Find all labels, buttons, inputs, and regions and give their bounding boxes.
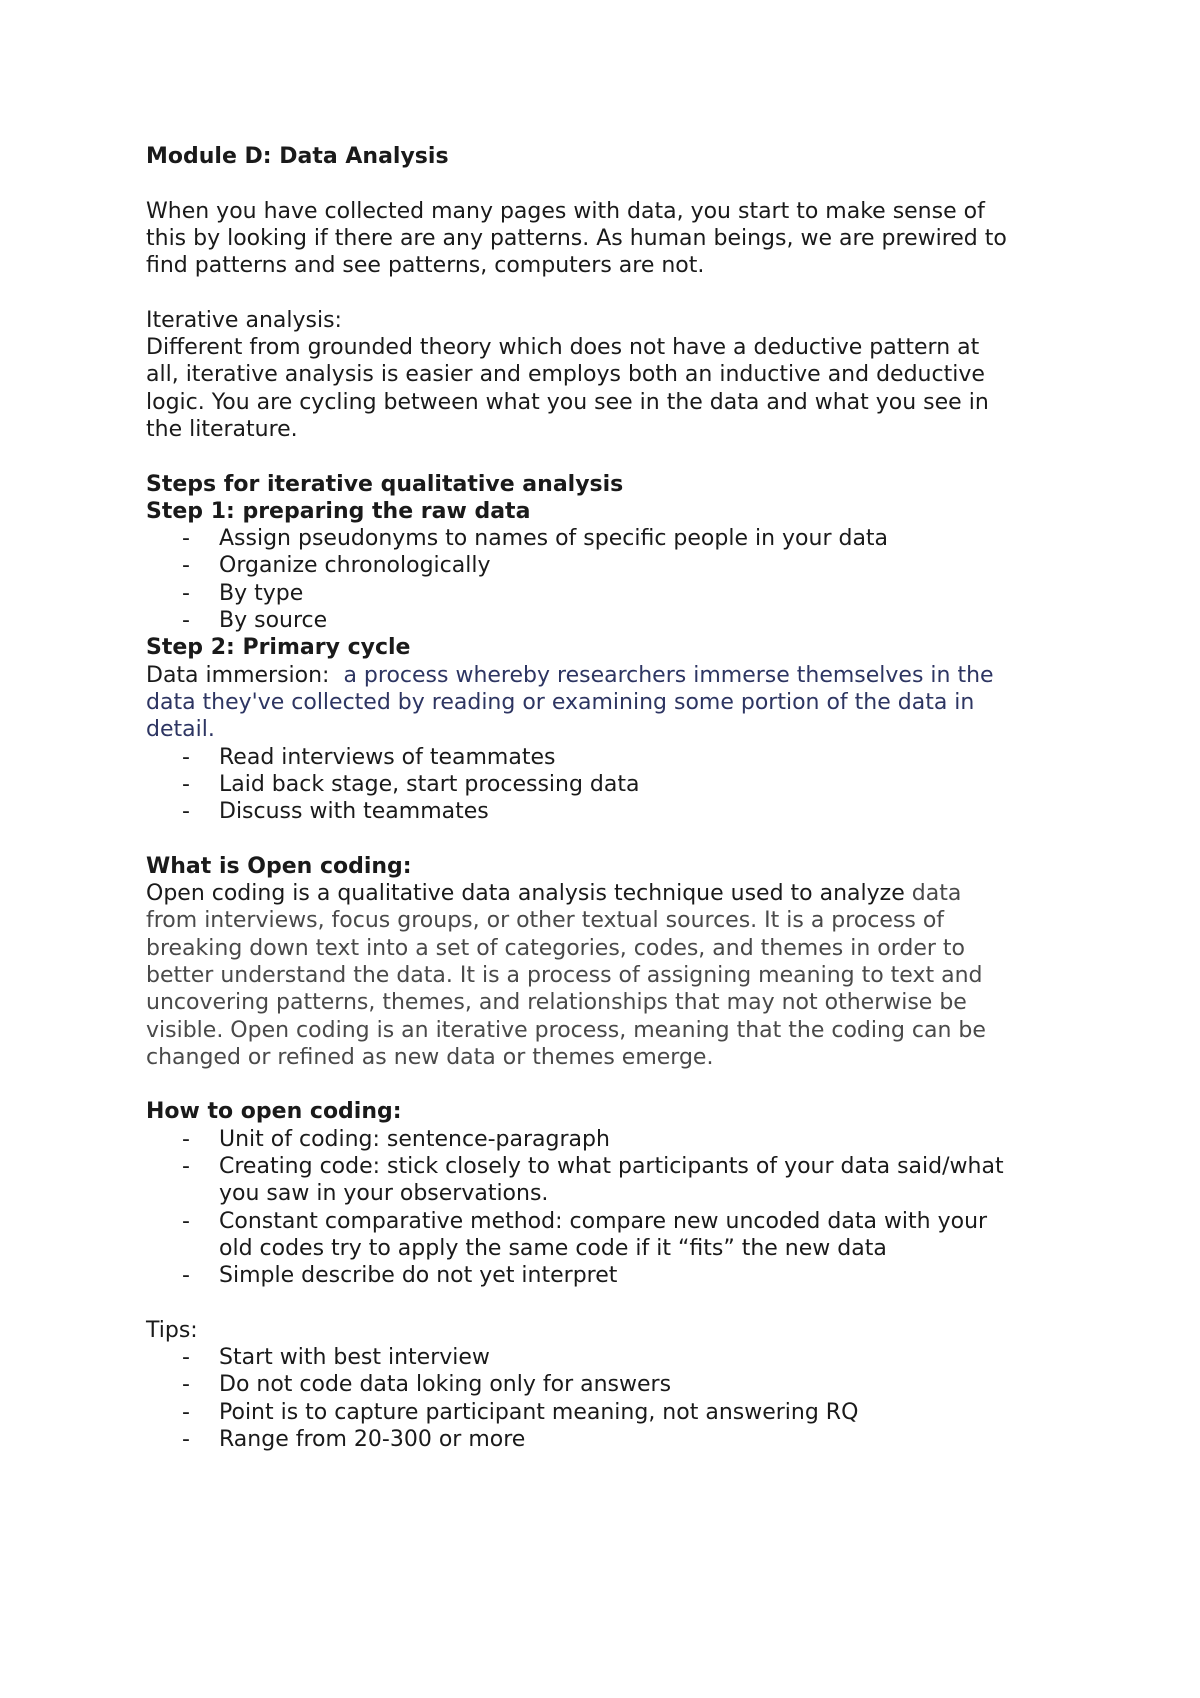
spacer: [146, 1289, 1086, 1316]
open-coding-line: uncovering patterns, themes, and relationships that may not otherwise be: [146, 990, 967, 1016]
list-item-text: old codes try to apply the same code if it “fits” the new data: [219, 1235, 887, 1261]
bullet-dash: -: [182, 1263, 190, 1289]
iterative-heading: Iterative analysis:: [146, 307, 342, 333]
list-item: [146, 1399, 1086, 1426]
bullet-dash: -: [182, 799, 190, 825]
immersion-label: Data immersion:: [146, 662, 344, 688]
open-coding-heading: What is Open coding:: [146, 853, 412, 879]
list-item: [146, 798, 1086, 825]
open-coding-line: visible. Open coding is an iterative process, meaning that the coding can be: [146, 1017, 986, 1043]
list-item-text: Point is to capture participant meaning, not answering RQ: [219, 1399, 859, 1425]
open-coding-line: from interviews, focus groups, or other textual sources. It is a process of: [146, 908, 945, 934]
step2-heading: Step 2: Primary cycle: [146, 635, 411, 661]
spacer: [146, 170, 1086, 197]
list-item-text: Assign pseudonyms to names of specific people in your data: [219, 526, 889, 552]
list-item: [146, 1262, 1086, 1289]
list-item: [146, 580, 1086, 607]
iterative-line: the literature.: [146, 416, 298, 442]
list-item: [146, 1153, 1086, 1208]
list-item-text: Start with best interview: [219, 1345, 490, 1371]
list-item: [146, 1426, 1086, 1453]
spacer: [146, 1071, 1086, 1098]
step1-list: [146, 525, 1086, 634]
spacer: [146, 279, 1086, 306]
open-coding-line: breaking down text into a set of categories, codes, and themes in order to: [146, 935, 965, 961]
list-item: [146, 607, 1086, 634]
list-item: [146, 1126, 1086, 1153]
intro-line: this by looking if there are any patterns. As human beings, we are prewired to: [146, 225, 1007, 251]
bullet-dash: -: [182, 1126, 190, 1152]
open-coding-paragraph: [146, 880, 1086, 1071]
list-item-text: Simple describe do not yet interpret: [219, 1263, 618, 1289]
bullet-dash: -: [182, 744, 190, 770]
immersion-paragraph: [146, 662, 1086, 744]
document-page: [146, 143, 1086, 1453]
list-item-text: Laid back stage, start processing data: [219, 771, 640, 797]
list-item-text: Constant comparative method: compare new uncoded data with your: [219, 1208, 988, 1234]
bullet-dash: -: [182, 1153, 190, 1179]
list-item-text: Do not code data loking only for answers: [219, 1372, 672, 1398]
how-to-list: [146, 1126, 1086, 1290]
intro-paragraph: [146, 198, 1086, 280]
intro-line: find patterns and see patterns, computers are not.: [146, 253, 705, 279]
list-item: [146, 771, 1086, 798]
immersion-line-1: [146, 662, 1086, 689]
immersion-line: data they've collected by reading or examining some portion of the data in: [146, 689, 975, 715]
list-item-text: Read interviews of teammates: [219, 744, 556, 770]
list-item: [146, 744, 1086, 771]
list-item: [146, 552, 1086, 579]
iterative-line: Different from grounded theory which does not have a deductive pattern at: [146, 335, 980, 361]
page-title: Module D: Data Analysis: [146, 144, 449, 169]
open-coding-line-1: [146, 880, 1086, 907]
iterative-paragraph: [146, 334, 1086, 443]
steps-heading: Steps for iterative qualitative analysis: [146, 471, 624, 497]
bullet-dash: -: [182, 1345, 190, 1371]
list-item: [146, 1208, 1086, 1263]
tips-heading: Tips:: [146, 1317, 198, 1343]
open-coding-text: data: [904, 881, 962, 907]
bullet-dash: -: [182, 1426, 190, 1452]
list-item-text: Discuss with teammates: [219, 799, 489, 825]
bullet-dash: -: [182, 1399, 190, 1425]
bullet-dash: -: [182, 608, 190, 634]
list-item-text: Creating code: stick closely to what participants of your data said/what: [219, 1153, 1004, 1179]
open-coding-text: Open coding is a qualitative data analysis technique used to analyze: [146, 881, 905, 907]
bullet-dash: -: [182, 771, 190, 797]
bullet-dash: -: [182, 1372, 190, 1398]
bullet-dash: -: [182, 526, 190, 552]
immersion-line: detail.: [146, 717, 215, 743]
step2-list: [146, 744, 1086, 826]
list-item-text: Unit of coding: sentence-paragraph: [219, 1126, 610, 1152]
list-item-text: Organize chronologically: [219, 553, 491, 579]
iterative-line: all, iterative analysis is easier and employs both an inductive and deductive: [146, 362, 985, 388]
how-to-heading: How to open coding:: [146, 1099, 402, 1125]
spacer: [146, 825, 1086, 852]
bullet-dash: -: [182, 580, 190, 606]
step1-heading: Step 1: preparing the raw data: [146, 498, 531, 524]
open-coding-line: better understand the data. It is a process of assigning meaning to text and: [146, 962, 983, 988]
iterative-line: logic. You are cycling between what you see in the data and what you see in: [146, 389, 989, 415]
open-coding-line: changed or refined as new data or themes emerge.: [146, 1044, 714, 1070]
list-item: [146, 1371, 1086, 1398]
bullet-dash: -: [182, 553, 190, 579]
list-item-text: By source: [219, 608, 328, 634]
bullet-dash: -: [182, 1208, 190, 1234]
tips-list: [146, 1344, 1086, 1453]
list-item-text: By type: [219, 580, 304, 606]
list-item: [146, 1344, 1086, 1371]
intro-line: When you have collected many pages with data, you start to make sense of: [146, 198, 985, 224]
list-item: [146, 525, 1086, 552]
list-item-text: you saw in your observations.: [219, 1181, 549, 1207]
spacer: [146, 443, 1086, 470]
immersion-definition: a process whereby researchers immerse themselves in the: [343, 662, 994, 688]
list-item-text: Range from 20-300 or more: [219, 1426, 526, 1452]
